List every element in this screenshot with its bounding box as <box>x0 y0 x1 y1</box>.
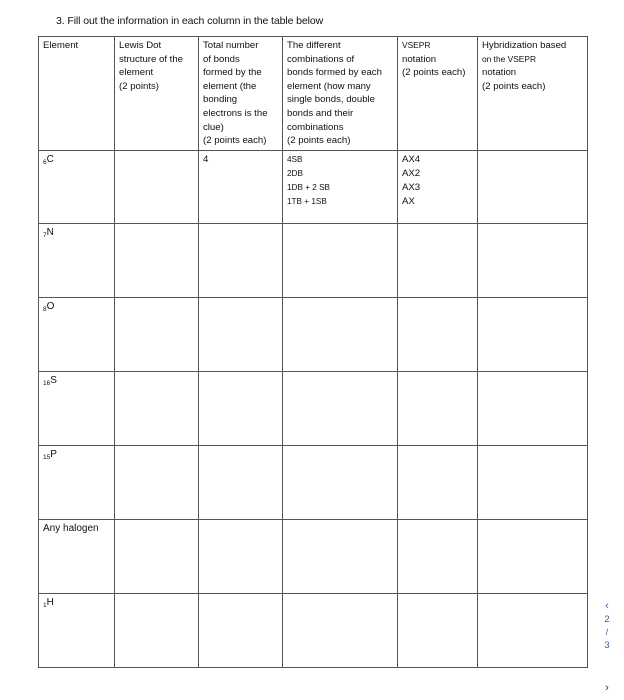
bond-combinations-cell[interactable] <box>283 371 398 445</box>
table-row <box>39 297 588 371</box>
vsepr-cell[interactable] <box>398 445 478 519</box>
vsepr-cell[interactable] <box>398 593 478 667</box>
header-element: Element <box>39 37 115 151</box>
bond-combinations-cell[interactable] <box>283 593 398 667</box>
lewis-dot-cell[interactable] <box>115 150 199 223</box>
header-vsepr: VSEPR notation (2 points each) <box>398 37 478 151</box>
hybridization-cell[interactable] <box>478 593 588 667</box>
question-text: 3. Fill out the information in each column in the table below <box>56 15 324 27</box>
element-cell: $_{16}$S <box>39 371 115 445</box>
total-pages: 3 <box>604 640 610 651</box>
total-bonds-cell[interactable] <box>199 519 283 593</box>
bond-combinations-cell[interactable] <box>283 445 398 519</box>
next-page-icon[interactable]: › <box>605 682 609 694</box>
total-bonds-cell[interactable] <box>199 445 283 519</box>
header-lewis-dot: Lewis Dot structure of the element (2 points) <box>115 37 199 151</box>
hybridization-cell[interactable] <box>478 223 588 297</box>
lewis-dot-cell[interactable] <box>115 593 199 667</box>
header-bond-combinations: The different combinations of bonds formed by each element (how many single bonds, double bonds and their combinations (2 points each) <box>283 37 398 151</box>
hybridization-cell[interactable] <box>478 445 588 519</box>
header-hybridization: Hybridization based on the VSEPR notation (2 points each) <box>478 37 588 151</box>
element-cell: $_6$C <box>39 150 115 223</box>
page-separator: / <box>605 627 609 638</box>
bond-combinations-cell[interactable] <box>283 519 398 593</box>
table-row <box>39 519 588 593</box>
lewis-dot-cell[interactable] <box>115 445 199 519</box>
bond-combinations-cell[interactable] <box>283 223 398 297</box>
element-cell: $_1$H <box>39 593 115 667</box>
lewis-dot-cell[interactable] <box>115 297 199 371</box>
total-bonds-cell[interactable] <box>199 223 283 297</box>
lewis-dot-cell[interactable] <box>115 223 199 297</box>
vsepr-cell[interactable] <box>398 371 478 445</box>
table-row <box>39 593 588 667</box>
bond-combinations-cell[interactable] <box>283 297 398 371</box>
table-row <box>39 371 588 445</box>
hybridization-cell[interactable] <box>478 150 588 223</box>
page-navigator <box>600 600 614 694</box>
vsepr-cell[interactable] <box>398 297 478 371</box>
previous-page-icon[interactable]: ‹ <box>605 600 609 612</box>
element-cell: $_{15}$P <box>39 445 115 519</box>
vsepr-cell[interactable] <box>398 519 478 593</box>
lewis-dot-cell[interactable] <box>115 371 199 445</box>
table-row <box>39 150 588 223</box>
bond-combinations-cell[interactable]: 4SB 2DB 1DB + 2 SB 1TB + 1SB <box>283 150 398 223</box>
header-row <box>39 37 588 151</box>
total-bonds-cell[interactable] <box>199 297 283 371</box>
total-bonds-cell[interactable]: 4 <box>199 150 283 223</box>
element-cell: $_7$N <box>39 223 115 297</box>
total-bonds-cell[interactable] <box>199 371 283 445</box>
vsepr-cell[interactable]: AX4 AX2 AX3 AX <box>398 150 478 223</box>
lewis-dot-cell[interactable] <box>115 519 199 593</box>
total-bonds-cell[interactable] <box>199 593 283 667</box>
element-cell: $_8$O <box>39 297 115 371</box>
hybridization-cell[interactable] <box>478 371 588 445</box>
vsepr-cell[interactable] <box>398 223 478 297</box>
table-row <box>39 445 588 519</box>
element-cell: Any halogen <box>39 519 115 593</box>
hybridization-cell[interactable] <box>478 297 588 371</box>
current-page-number: 2 <box>604 614 610 625</box>
table-row <box>39 223 588 297</box>
header-total-bonds: Total number of bonds formed by the element (the bonding electrons is the clue) (2 points each) <box>199 37 283 151</box>
hybridization-cell[interactable] <box>478 519 588 593</box>
worksheet-table <box>38 36 588 668</box>
